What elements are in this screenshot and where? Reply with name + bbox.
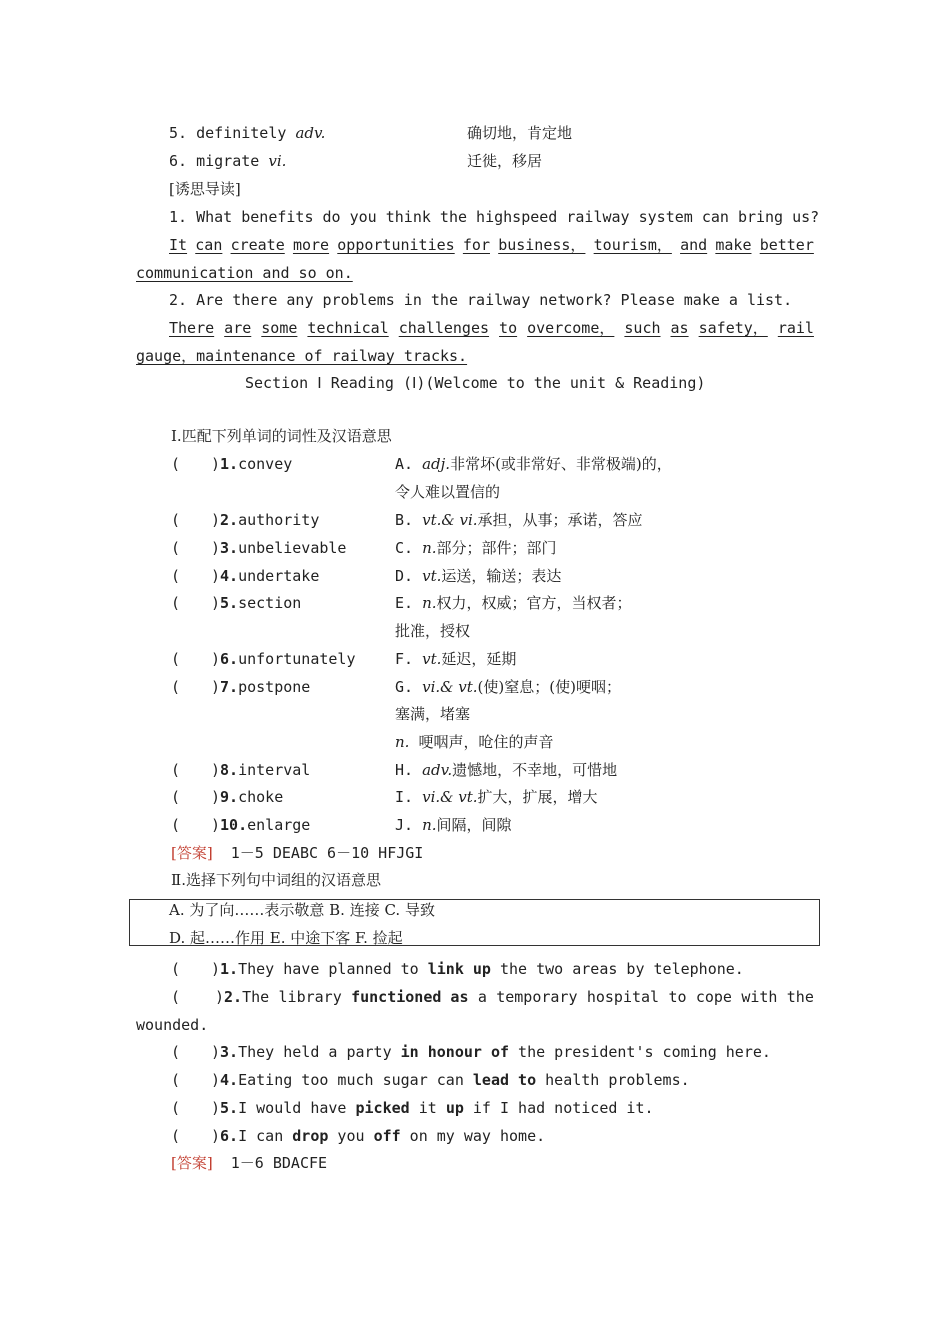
item-word: unbelievable xyxy=(238,539,347,557)
match-option xyxy=(395,704,470,724)
sentence-text: the two areas by telephone. xyxy=(490,960,744,978)
word: to xyxy=(668,988,687,1006)
sentence-keyword: up xyxy=(445,1099,464,1117)
item-word: unfortunately xyxy=(238,650,356,668)
word: as xyxy=(670,319,689,337)
part2-sentence-4: ( )4.Eating too much sugar can lead to health problems. xyxy=(171,1071,690,1089)
option-letter: E. xyxy=(395,594,423,612)
item-number: 7. xyxy=(220,678,239,696)
answer-blank-close: ) xyxy=(211,511,221,529)
word: and xyxy=(680,236,708,254)
match-item xyxy=(171,538,346,558)
sentence-keyword: in honour of xyxy=(400,1043,510,1061)
option-pos: n. xyxy=(422,539,437,557)
option-letter: B. xyxy=(395,511,423,529)
word: temporary xyxy=(496,988,578,1006)
part2-sentence-5: ( )5.I would have picked it up if I had noticed it. xyxy=(171,1099,654,1117)
answer-text: 1－5 DEABC 6－10 HFJGI xyxy=(230,844,424,862)
sentence-keyword: drop xyxy=(292,1127,329,1145)
match-item xyxy=(171,454,292,474)
answer-blank-close: ) xyxy=(211,567,221,585)
word: create xyxy=(230,236,285,254)
word: overcome， xyxy=(527,319,615,337)
word: hospital xyxy=(586,988,660,1006)
word: make xyxy=(715,236,752,254)
part1-heading: Ⅰ.匹配下列单词的词性及汉语意思 xyxy=(171,427,392,445)
word: with xyxy=(741,988,778,1006)
option-letter: J. xyxy=(395,816,423,834)
guide-question-1: 1. What benefits do you think the highspeed railway system can bring us? xyxy=(169,208,820,226)
word: library xyxy=(278,988,342,1006)
answer-blank-close: ) xyxy=(211,816,221,834)
sentence-keyword: lead to xyxy=(472,1071,537,1089)
answer-blank[interactable]: ( xyxy=(171,761,181,779)
sentence-keyword: off xyxy=(373,1127,401,1145)
option-pos: adv. xyxy=(422,761,453,779)
guide-answer-2-line1 xyxy=(169,318,814,338)
part2-sentence-6: ( )6.I can drop you off on my way home. xyxy=(171,1127,546,1145)
sentence-text: on my way home. xyxy=(400,1127,546,1145)
sentence-text: They have planned to xyxy=(238,960,428,978)
word: are xyxy=(224,319,252,337)
match-item xyxy=(171,593,301,613)
item-word: postpone xyxy=(238,678,311,696)
item-word: choke xyxy=(238,788,284,806)
item-number: 3. xyxy=(220,539,239,557)
item-number: 1. xyxy=(220,455,239,473)
word: There xyxy=(169,319,215,337)
sentence-number: ( )2. xyxy=(171,988,243,1006)
word: to xyxy=(499,319,518,337)
word: rail xyxy=(777,319,814,337)
sentence-text: I can xyxy=(238,1127,293,1145)
word: more xyxy=(292,236,330,254)
sentence-keyword: picked xyxy=(355,1099,410,1117)
match-option xyxy=(395,732,553,752)
answer-blank[interactable]: ( xyxy=(171,539,181,557)
item-number: 6. xyxy=(220,650,239,668)
match-option xyxy=(395,787,598,807)
option-pos: vi.& vt. xyxy=(422,678,478,696)
answer-blank[interactable]: ( xyxy=(171,567,181,585)
match-item xyxy=(171,815,310,835)
sentence-text: you xyxy=(328,1127,374,1145)
option-letter: D. xyxy=(395,567,423,585)
word: can xyxy=(195,236,223,254)
option-text: 非常坏(或非常好、非常极端)的， xyxy=(450,455,672,473)
answer-label: [答案] xyxy=(171,844,213,862)
item-number: 4. xyxy=(220,567,239,585)
match-item xyxy=(171,677,310,697)
word: technical xyxy=(307,319,389,337)
answer-text: 1－6 BDACFE xyxy=(230,1154,328,1172)
guide-answer-2-line2: gauge，maintenance of railway tracks. xyxy=(136,347,468,365)
vocab-pos: adv. xyxy=(295,124,326,142)
answer-blank-close: ) xyxy=(211,761,221,779)
sentence-text: health problems. xyxy=(536,1071,690,1089)
sentence-text: Eating too much sugar can xyxy=(238,1071,473,1089)
word: safety， xyxy=(698,319,768,337)
option-letter: G. xyxy=(395,678,423,696)
option-pos: n. xyxy=(395,733,410,751)
word: cope xyxy=(695,988,732,1006)
option-letter: A. xyxy=(395,455,423,473)
match-option xyxy=(395,760,617,780)
match-option xyxy=(395,649,516,669)
part2-sentence-2-line2: wounded. xyxy=(136,1016,209,1034)
answer-blank-close: ) xyxy=(211,678,221,696)
guide-question-2: 2. Are there any problems in the railway network? Please make a list. xyxy=(169,291,793,309)
word: functioned as xyxy=(351,988,469,1006)
section-title: Section Ⅰ Reading (Ⅰ)(Welcome to the unit & Reading) xyxy=(245,374,706,392)
part1-answer xyxy=(171,843,423,863)
answer-blank[interactable]: ( xyxy=(171,816,181,834)
option-text: 权力，权威；官方，当权者； xyxy=(436,594,632,612)
option-text: (使)窒息；(使)哽咽； xyxy=(477,678,621,696)
word: The xyxy=(242,988,270,1006)
item-number: 5. xyxy=(220,594,239,612)
part2-sentence-3: ( )3.They held a party in honour of the president's coming here. xyxy=(171,1043,771,1061)
word: business， xyxy=(498,236,586,254)
word: a xyxy=(477,988,487,1006)
part2-sentence-1: ( )1.They have planned to link up the two areas by telephone. xyxy=(171,960,744,978)
match-option xyxy=(395,815,512,835)
vocab-num: 6. xyxy=(169,152,188,170)
vocab-meaning: 确切地，肯定地 xyxy=(467,124,573,142)
match-option xyxy=(395,538,557,558)
sentence-text: it xyxy=(409,1099,446,1117)
match-option xyxy=(395,482,500,502)
option-text: 扩大，扩展，增大 xyxy=(477,788,598,806)
option-pos: vi.& vt. xyxy=(422,788,478,806)
option-text: 间隔，间隙 xyxy=(436,816,512,834)
vocab-meaning: 迁徙，移居 xyxy=(467,152,543,170)
word: opportunities xyxy=(337,236,455,254)
sentence-text: if I had noticed it. xyxy=(463,1099,654,1117)
sentence-text: the president's coming here. xyxy=(509,1043,771,1061)
match-item xyxy=(171,787,283,807)
phrase-options-line2: D. 起……作用 E. 中途下客 F. 捡起 xyxy=(169,929,403,947)
answer-blank-close: ) xyxy=(211,788,221,806)
option-text: 承担，从事；承诺，答应 xyxy=(477,511,643,529)
option-text: 部分；部件；部门 xyxy=(436,539,557,557)
word: some xyxy=(261,319,298,337)
sentence-text: They held a party xyxy=(238,1043,401,1061)
option-pos: vt. xyxy=(422,650,442,668)
vocab-item-5 xyxy=(169,123,325,143)
item-number: 8. xyxy=(220,761,239,779)
item-number: 2. xyxy=(220,511,239,529)
answer-blank-close: ) xyxy=(211,539,221,557)
option-pos: n. xyxy=(422,594,437,612)
option-text: 遗憾地，不幸地，可惜地 xyxy=(452,761,618,779)
item-word: enlarge xyxy=(247,816,311,834)
part2-answer xyxy=(171,1153,327,1173)
match-option xyxy=(395,566,561,586)
answer-blank[interactable]: ( xyxy=(171,594,181,612)
guide-answer-1-line1 xyxy=(169,235,814,255)
option-letter: F. xyxy=(395,650,423,668)
answer-blank[interactable]: ( xyxy=(171,455,181,473)
option-pos: n. xyxy=(422,816,437,834)
option-letter: I. xyxy=(395,788,423,806)
word: the xyxy=(786,988,814,1006)
word: challenges xyxy=(398,319,490,337)
match-option xyxy=(395,454,672,474)
phrase-options-line1: A. 为了向……表示敬意 B. 连接 C. 导致 xyxy=(169,901,435,919)
option-text: 塞满，堵塞 xyxy=(395,705,471,723)
word: It xyxy=(169,236,188,254)
guide-heading: [诱思导读] xyxy=(169,180,241,198)
option-pos: vt.& vi. xyxy=(422,511,478,529)
word: tourism， xyxy=(593,236,672,254)
vocab-item-6 xyxy=(169,151,286,171)
vocab-word: migrate xyxy=(196,152,260,170)
option-letter: C. xyxy=(395,539,423,557)
option-letter: H. xyxy=(395,761,423,779)
item-number: 10. xyxy=(220,816,248,834)
answer-blank-close: ) xyxy=(211,594,221,612)
match-item xyxy=(171,510,319,530)
option-text: 批准，授权 xyxy=(395,622,471,640)
match-option xyxy=(395,621,470,641)
sentence-keyword: link up xyxy=(427,960,491,978)
part2-heading: Ⅱ.选择下列句中词组的汉语意思 xyxy=(171,871,381,889)
answer-blank-close: ) xyxy=(211,455,221,473)
sentence-text: I would have xyxy=(238,1099,356,1117)
answer-blank[interactable]: ( xyxy=(171,511,181,529)
answer-blank-close: ) xyxy=(211,650,221,668)
match-option xyxy=(395,510,643,530)
vocab-pos: vi. xyxy=(268,152,287,170)
option-text: 运送，输送；表达 xyxy=(441,567,562,585)
option-text: 延迟，延期 xyxy=(441,650,517,668)
word: such xyxy=(624,319,661,337)
option-text: 令人难以置信的 xyxy=(395,483,501,501)
item-word: authority xyxy=(238,511,320,529)
word: for xyxy=(462,236,490,254)
match-item xyxy=(171,760,310,780)
match-option xyxy=(395,593,632,613)
item-number: 9. xyxy=(220,788,239,806)
item-word: section xyxy=(238,594,302,612)
answer-blank[interactable]: ( xyxy=(171,678,181,696)
answer-label: [答案] xyxy=(171,1154,213,1172)
option-text: 哽咽声，呛住的声音 xyxy=(418,733,554,751)
item-word: interval xyxy=(238,761,311,779)
answer-blank[interactable]: ( xyxy=(171,650,181,668)
item-word: convey xyxy=(238,455,293,473)
guide-answer-1-line2: communication and so on. xyxy=(136,264,353,282)
vocab-word: definitely xyxy=(196,124,287,142)
vocab-num: 5. xyxy=(169,124,188,142)
match-option xyxy=(395,677,621,697)
match-item xyxy=(171,649,356,669)
item-word: undertake xyxy=(238,567,320,585)
option-pos: vt. xyxy=(422,567,442,585)
option-pos: adj. xyxy=(422,455,451,473)
word: better xyxy=(759,236,814,254)
part2-sentence-2 xyxy=(171,987,814,1007)
answer-blank[interactable]: ( xyxy=(171,788,181,806)
match-item xyxy=(171,566,319,586)
